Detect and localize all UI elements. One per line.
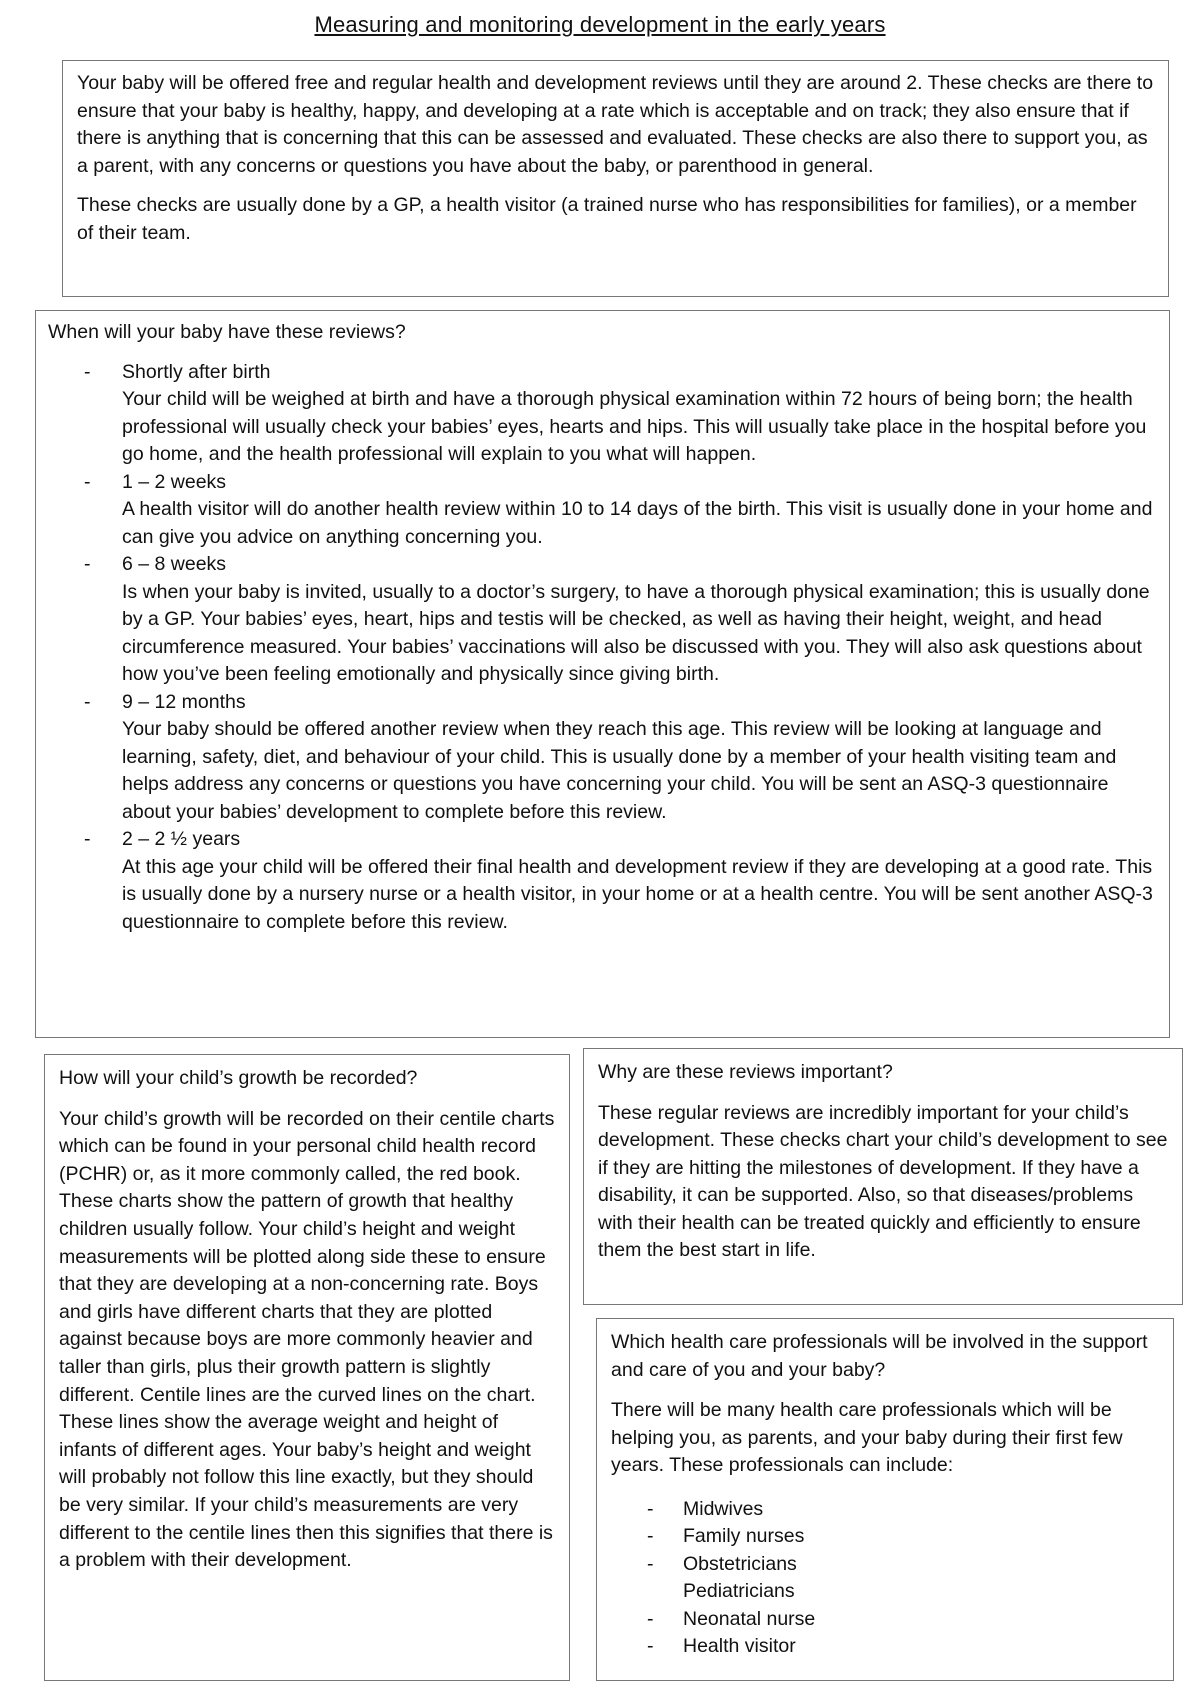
stage-description: Your baby should be offered another review when they reach this age. This review will be looking at language and learning, safety, diet, and behaviour of your child. This is usually done by a member of your health visiting team and helps address any concerns or questions you have concerning your child. You will be sent an ASQ-3 questionnaire about your babies’ development to complete before this review. xyxy=(122,718,1117,823)
list-dash: - xyxy=(84,690,91,713)
stage-item xyxy=(48,689,1157,827)
list-dash: - xyxy=(647,1497,654,1520)
list-item xyxy=(611,1633,1163,1661)
stage-description: A health visitor will do another health review within 10 to 14 days of the birth. This visit is usually done in your home and can give you advice on anything concerning you. xyxy=(122,498,1153,548)
professional-label: Health visitor xyxy=(683,1635,796,1657)
stage-item xyxy=(48,469,1157,552)
list-dash: - xyxy=(647,1635,654,1657)
professionals-heading: Which health care professionals will be involved in the support and care of you and your baby? xyxy=(611,1331,1148,1381)
professionals-list xyxy=(611,1496,1163,1661)
professional-label: Midwives xyxy=(683,1497,764,1520)
list-dash: - xyxy=(647,1552,654,1575)
list-dash: - xyxy=(647,1525,654,1547)
professional-label: Family nurses xyxy=(683,1525,805,1547)
stage-description: At this age your child will be offered their final health and development review if they are developing at a good rate. This is usually done by a nursery nurse or a health visitor, in your home or at a health centre. You will be sent another ASQ-3 questionnaire to complete before this review. xyxy=(122,855,1153,933)
list-item xyxy=(611,1578,1163,1606)
stage-label: Shortly after birth xyxy=(122,360,271,383)
intro-box xyxy=(62,60,1169,297)
stage-label: 1 – 2 weeks xyxy=(122,470,227,493)
review-schedule-box xyxy=(35,310,1170,1038)
stage-description: Your child will be weighed at birth and have a thorough physical examination within 72 hours of being born; the health professional will usually check your babies’ eyes, hearts and hips. This will usually take place in the hospital before you go home, and the health professional will explain to you what will happen. xyxy=(122,388,1147,465)
professional-label: Obstetricians xyxy=(683,1552,797,1575)
page-title: Measuring and monitoring development in the early years xyxy=(314,12,886,37)
list-dash: - xyxy=(84,553,91,575)
stage-item xyxy=(48,826,1157,936)
importance-heading: Why are these reviews important? xyxy=(598,1061,893,1083)
stage-item xyxy=(48,359,1157,469)
growth-text: Your child’s growth will be recorded on their centile charts which can be found in your personal child health record (PCHR) or, as it more commonly called, the red book. These charts show the pattern of growth that healthy children usually follow. Your child’s height and weight measurements will be plotted along side these to ensure that they are developing at a non-concerning rate. Boys and girls have different charts that they are plotted against because boys are more commonly heavier and taller than girls, plus their growth pattern is slightly different. Centile lines are the curved lines on the chart. These lines show the average weight and height of infants of different ages. Your baby’s height and weight will probably not follow this line exactly, but they should be very similar. If your child’s measurements are very different to the centile lines then this signifies that there is a problem with their development. xyxy=(59,1107,555,1572)
professional-label: Pediatricians xyxy=(683,1580,795,1602)
list-dash: - xyxy=(84,470,91,493)
importance-box xyxy=(583,1048,1183,1305)
list-dash: - xyxy=(647,1607,654,1630)
list-item xyxy=(611,1496,1163,1524)
intro-paragraph-1: Your baby will be offered free and regular health and development reviews until they are around 2. These checks are there to ensure that your baby is healthy, happy, and developing at a rate which is acceptable and on track; they also ensure that if there is anything that is concerning that this can be assessed and evaluated. These checks are also there to support you, as a parent, with any concerns or questions you have about the baby, or parenthood in general. xyxy=(77,72,1154,177)
importance-text: These regular reviews are incredibly important for your child’s development. These checks chart your child’s development to see if they are hitting the milestones of development. If they have a disability, it can be supported. Also, so that diseases/problems with their health can be treated quickly and efficiently to ensure them the best start in life. xyxy=(598,1101,1168,1261)
stage-description: Is when your baby is invited, usually to a doctor’s surgery, to have a thorough physical examination; this is usually done by a GP. Your babies’ eyes, heart, hips and testis will be checked, as well as having their height, weight, and head circumference measured. Your babies’ vaccinations will also be discussed with you. They will also ask questions about how you’ve been feeling emotionally and physically since giving birth. xyxy=(122,580,1150,685)
professionals-intro: There will be many health care professionals which will be helping you, as parents, and your baby during their first few years. These professionals can include: xyxy=(611,1399,1123,1476)
list-item xyxy=(611,1606,1163,1634)
stage-item xyxy=(48,551,1157,689)
professional-label: Neonatal nurse xyxy=(683,1607,816,1630)
intro-paragraph-2: These checks are usually done by a GP, a health visitor (a trained nurse who has responsibilities for families), or a member of their team. xyxy=(77,194,1137,244)
list-dash: - xyxy=(84,360,91,383)
list-item xyxy=(611,1551,1163,1579)
stage-label: 9 – 12 months xyxy=(122,690,246,713)
list-dash: - xyxy=(84,828,91,850)
list-item xyxy=(611,1523,1163,1551)
stage-label: 2 – 2 ½ years xyxy=(122,828,241,850)
growth-box xyxy=(44,1054,570,1681)
review-schedule-heading: When will your baby have these reviews? xyxy=(48,321,406,343)
professionals-box xyxy=(596,1318,1174,1681)
growth-heading: How will your child’s growth be recorded? xyxy=(59,1067,418,1089)
stage-label: 6 – 8 weeks xyxy=(122,553,227,575)
